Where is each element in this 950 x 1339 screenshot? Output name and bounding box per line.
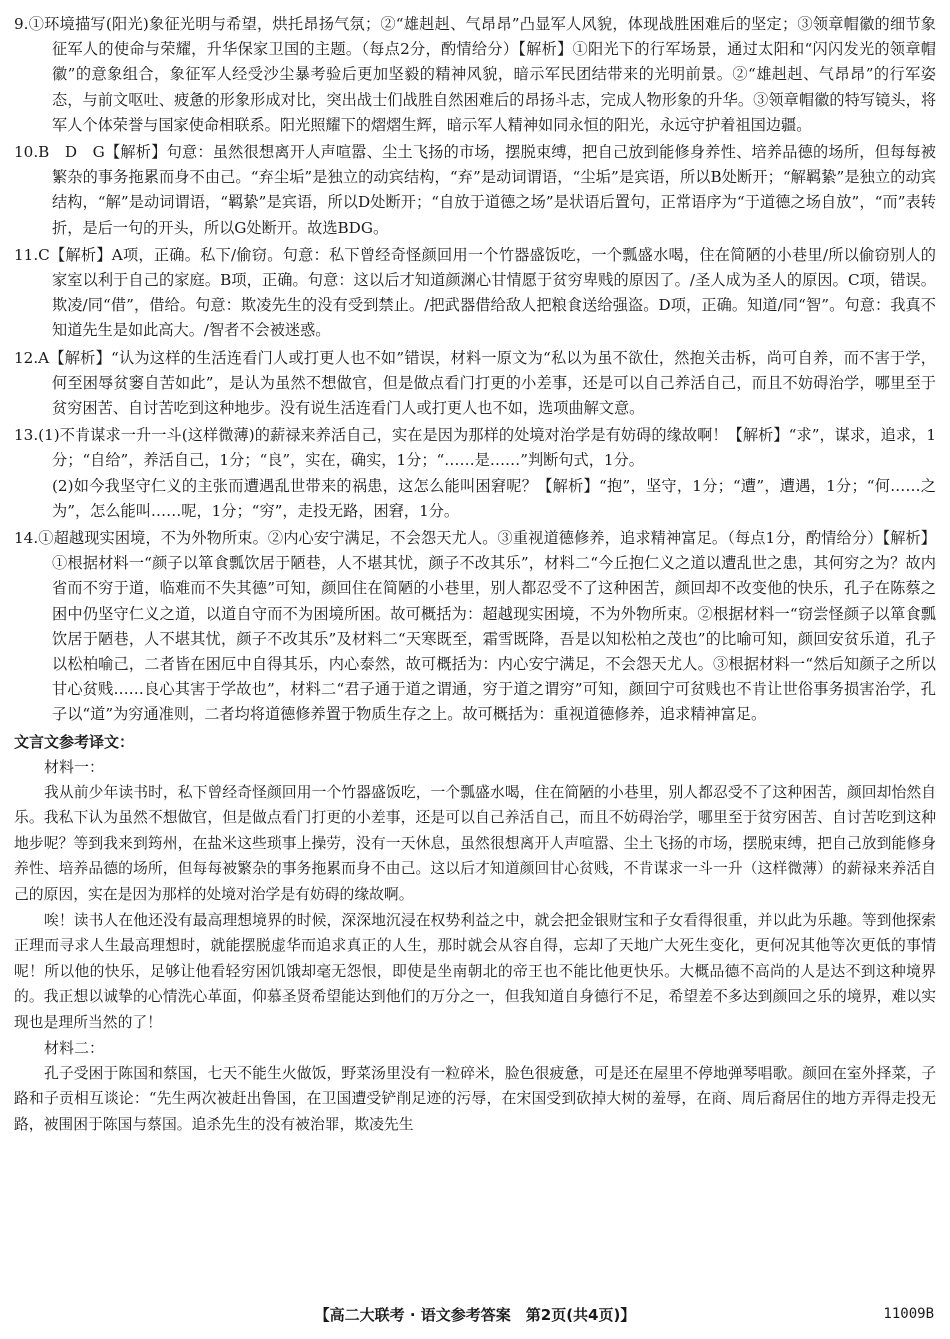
answer-item-14: [14, 526, 936, 728]
material-one-label: 材料一：: [44, 757, 105, 776]
answer-item-13: [14, 423, 936, 524]
answer-item-12: [14, 346, 936, 422]
answer-item-10: [14, 140, 936, 241]
item-number: 14.: [14, 529, 39, 548]
answer-item-9: [14, 12, 936, 138]
item-number: 13.: [14, 426, 39, 445]
item-text: A【解析】“认为这样的生活连看门人或打更人也不如”错误，材料一原文为“私以为虽不欲仕，然抱关击柝，尚可自养，而不害于学，何至困辱贫窭自苦如此”，是认为虽然不想做官，但是做点看门打更的小差事，还是可以自己养活自己，而且不妨碍治学，哪里至于贫穷困苦、自讨苦吃到这种地步。没有说生活连看门人或打更人也不如，选项曲解文意。: [38, 348, 936, 418]
material-one-paragraph-2: 唉！读书人在他还没有最高理想境界的时候，深深地沉浸在权势利益之中，就会把金银财宝和子女看得很重，并以此为乐趣。等到他探索正理而寻求人生最高理想时，就能摆脱虚华而追求真正的人生，那时就会从容自得，忘却了天地广大死生变化，更何况其他等次更低的事情呢！所以他的快乐，足够让他看轻穷困饥饿却毫无怨恨，即使是坐南朝北的帝王也不能比他更快乐。大概品德不高尚的人是达不到这种境界的。我正想以诚挚的心情洗心革面，仰慕圣贤希望能达到他们的万分之一，但我知道自身德行不足，希望差不多达到颜回之乐的境界，难以实现也是理所当然的了！: [14, 911, 936, 1032]
material-two-label: 材料二：: [44, 1038, 105, 1057]
item-sub-answer: (2)如今我坚守仁义的主张而遭遇乱世带来的祸患，这怎么能叫困窘呢？【解析】“抱”，坚守，1分；“遭”，遭遇，1分；“何……之为”，怎么能叫……呢，1分；“穷”，走投无路，困窘，1分。: [52, 476, 936, 520]
footer-code: 11009B: [883, 1306, 934, 1322]
item-text: C【解析】A项，正确。私下/偷窃。句意：私下曾经奇怪颜回用一个竹器盛饭吃，一个瓢盛水喝，住在简陋的小巷里/所以偷窃别人的家室以利于自己的家庭。B项，正确。句意：这以后才知道颜渊心甘情愿于贫穷卑贱的原因了。/圣人成为圣人的原因。C项，错误。欺凌/同“借”，借给。句意：欺凌先生的没有受到禁止。/把武器借给敌人把粮食送给强盗。D项，正确。知道/同“智”。句意：我真不知道先生是如此高大。/智者不会被迷惑。: [38, 245, 936, 340]
translation-heading: 文言文参考译文：: [14, 732, 135, 751]
item-number: 12.: [14, 348, 39, 367]
answer-content: [14, 12, 936, 1137]
item-number: 9.: [14, 15, 29, 33]
page-footer: [0, 1300, 950, 1330]
item-number: 10.: [14, 143, 39, 162]
item-text: B D G【解析】句意：虽然很想离开人声喧嚣、尘土飞扬的市场，摆脱束缚，把自己放到能修身养性、培养品德的场所，但每每被繁杂的事务拖累而身不由己。“弃尘垢”是独立的动宾结构，“弃”是动词谓语，“尘垢”是宾语，所以B处断开；“解羁絷”是独立的动宾结构，“解”是动词谓语，“羁絷”是宾语，所以D处断开；“自放于道德之场”是状语后置句，正常语序为“于道德之场自放”，“而”表转折，是后一句的开头，所以G处断开。故选BDG。: [38, 143, 936, 237]
item-text: ①环境描写(阳光)象征光明与希望，烘托昂扬气氛；②“雄赳赳、气昂昂”凸显军人风貌，体现战胜困难后的坚定；③领章帽徽的细节象征军人的使命与荣耀，升华保家卫国的主题。（每点2分，酌情给分）【解析】①阳光下的行军场景，通过太阳和“闪闪发光的领章帽徽”的意象组合，象征军人经受沙尘暴考验后更加坚毅的精神风貌，暗示军民团结带来的光明前景。②“雄赳赳、气昂昂”的行军姿态，与前文呕吐、疲惫的形象形成对比，突出战士们战胜自然困难后的昂扬斗志，完成人物形象的升华。③领章帽徽的特写镜头，将军人个体荣誉与国家使命相联系。阳光照耀下的熠熠生辉，暗示军人精神如同永恒的阳光，永远守护着祖国边疆。: [28, 15, 936, 134]
item-text: ①超越现实困境，不为外物所束。②内心安宁满足，不会怨天尤人。③重视道德修养，追求精神富足。（每点1分，酌情给分）【解析】①根据材料一“颜子以箪食瓢饮居于陋巷，人不堪其忧，颜子不改其乐”，材料二“今丘抱仁义之道以遭乱世之患，其何穷之为？故内省而不穷于道，临难而不失其德”可知，颜回住在简陋的小巷里，别人都忍受不了这种困苦，颜回却不改变他的快乐，孔子在陈蔡之困中仍坚守仁义之道，以道自守而不为困境所困。故可概括为：超越现实困境，不为外物所束。②根据材料一“窃尝怪颜子以箪食瓢饮居于陋巷，人不堪其忧，颜子不改其乐”及材料二“天寒既至，霜雪既降，吾是以知松柏之茂也”的比喻可知，颜回安贫乐道，孔子以松柏喻己，二者皆在困厄中自得其乐，内心泰然，故可概括为：内心安宁满足，不会怨天尤人。③根据材料一“然后知颜子之所以甘心贫贱……良心其害于学故也”，材料二“君子通于道之谓通，穷于道之谓穷”可知，颜回宁可贫贱也不肯让世俗事务损害治学，孔子以“道”为穷通准则，二者均将道德修养置于物质生存之上。故可概括为：重视道德修养，追求精神富足。: [38, 529, 936, 724]
material-two-paragraph-1: 孔子受困于陈国和蔡国，七天不能生火做饭，野菜汤里没有一粒碎米，脸色很疲惫，可是还在屋里不停地弹琴唱歌。颜回在室外择菜，子路和子贡相互谈论：“先生两次被赶出鲁国，在卫国遭受铲削足迹的污辱，在宋国受到砍掉大树的羞辱，在商、周后裔居住的地方弄得走投无路，被围困于陈国与蔡国。追杀先生的没有被治罪，欺凌先生: [14, 1064, 936, 1133]
item-text: (1)不肯谋求一升一斗(这样微薄)的薪禄来养活自己，实在是因为那样的处境对治学是有妨碍的缘故啊！【解析】“求”，谋求，追求，1分；“自给”，养活自己，1分；“良”，实在，确实，1分；“……是……”判断句式，1分。: [38, 426, 936, 470]
item-number: 11.: [14, 245, 39, 264]
material-one-paragraph-1: 我从前少年读书时，私下曾经奇怪颜回用一个竹器盛饭吃，一个瓢盛水喝，住在简陋的小巷里，别人都忍受不了这种困苦，颜回却怡然自乐。我私下认为虽然不想做官，但是做点看门打更的小差事，还是可以自己养活自己，而且不妨碍治学，哪里至于贫穷困苦、自讨苦吃到这种地步呢？等到我来到筠州，在盐米这些琐事上操劳，没有一天休息，虽然很想离开人声喧嚣、尘土飞扬的市场，摆脱束缚，把自己放到能修身养性、培养品德的场所，但每每被繁杂的事务拖累而身不由己。这以后才知道颜回甘心贫贱，不肯谋求一斗一升（这样微薄）的薪禄来养活自己的原因，实在是因为那样的处境对治学是有妨碍的缘故啊。: [14, 783, 936, 904]
answer-item-11: [14, 243, 936, 344]
footer-title: 【高二大联考 · 语文参考答案 第2页(共4页)】: [314, 1306, 636, 1324]
